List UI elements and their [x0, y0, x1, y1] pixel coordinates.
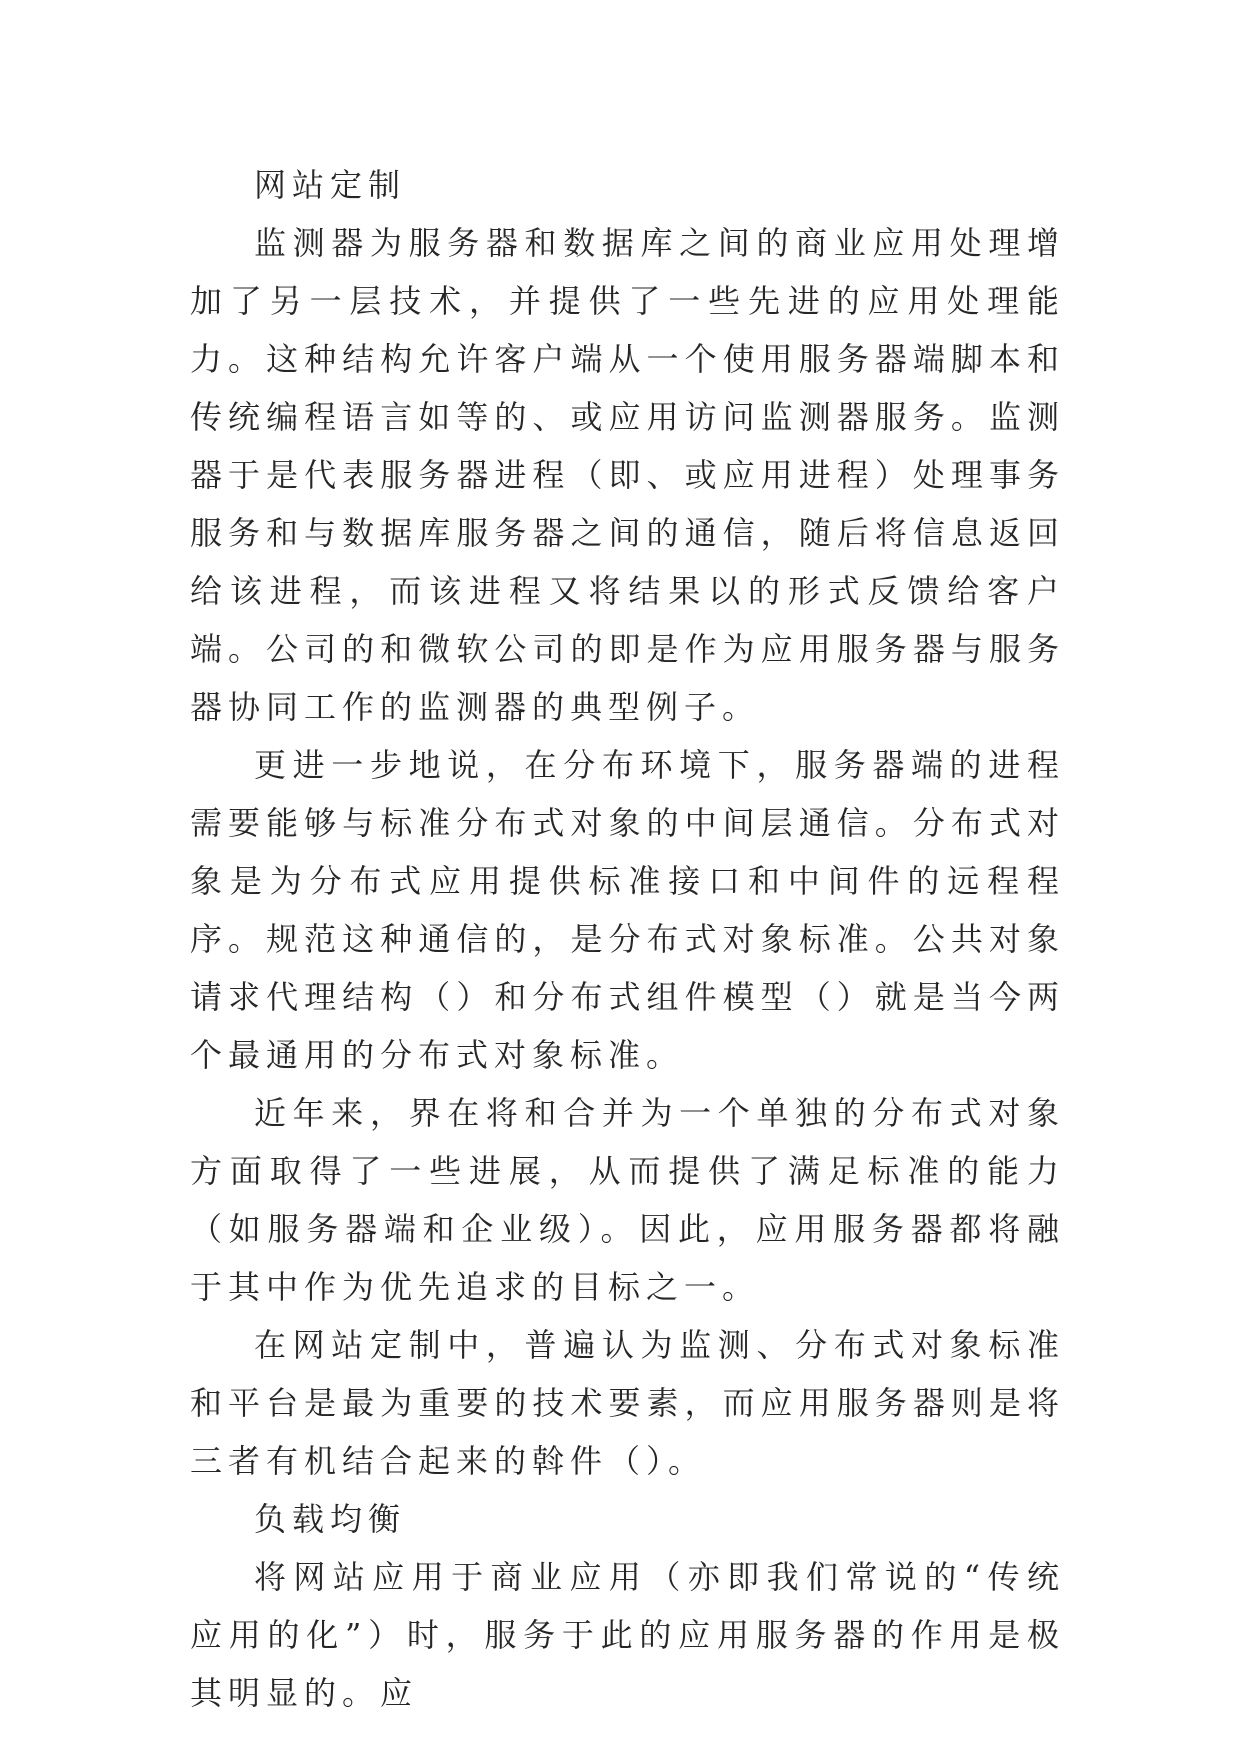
- paragraph-key-elements: 在网站定制中，普遍认为监测、分布式对象标准和平台是最为重要的技术要素，而应用服务器则是将三者有机结合起来的斡件（）。: [190, 1326, 1065, 1480]
- document-body: [190, 156, 1065, 1722]
- paragraph-distributed-objects: 更进一步地说，在分布环境下，服务器端的进程需要能够与标准分布式对象的中间层通信。分布式对象是为分布式应用提供标准接口和中间件的远程程序。规范这种通信的，是分布式对象标准。公共对象请求代理结构（）和分布式组件模型（）就是当今两个最通用的分布式对象标准。: [190, 746, 1065, 1074]
- paragraph-business-application: 将网站应用于商业应用（亦即我们常说的“传统应用的化”）时，服务于此的应用服务器的作用是极其明显的。应: [190, 1558, 1065, 1712]
- section-heading-load-balancing: 负载均衡: [254, 1500, 407, 1538]
- paragraph-monitor: 监测器为服务器和数据库之间的商业应用处理增加了另一层技术，并提供了一些先进的应用处理能力。这种结构允许客户端从一个使用服务器端脚本和传统编程语言如等的、或应用访问监测器服务。监测器于是代表服务器进程（即、或应用进程）处理事务服务和与数据库服务器之间的通信，随后将信息返回给该进程，而该进程又将结果以的形式反馈给客户端。公司的和微软公司的即是作为应用服务器与服务器协同工作的监测器的典型例子。: [190, 224, 1065, 726]
- section-heading-website-customization: 网站定制: [254, 166, 407, 204]
- paragraph-recent-progress: 近年来，界在将和合并为一个单独的分布式对象方面取得了一些进展，从而提供了满足标准的能力（如服务器端和企业级）。因此，应用服务器都将融于其中作为优先追求的目标之一。: [190, 1094, 1065, 1306]
